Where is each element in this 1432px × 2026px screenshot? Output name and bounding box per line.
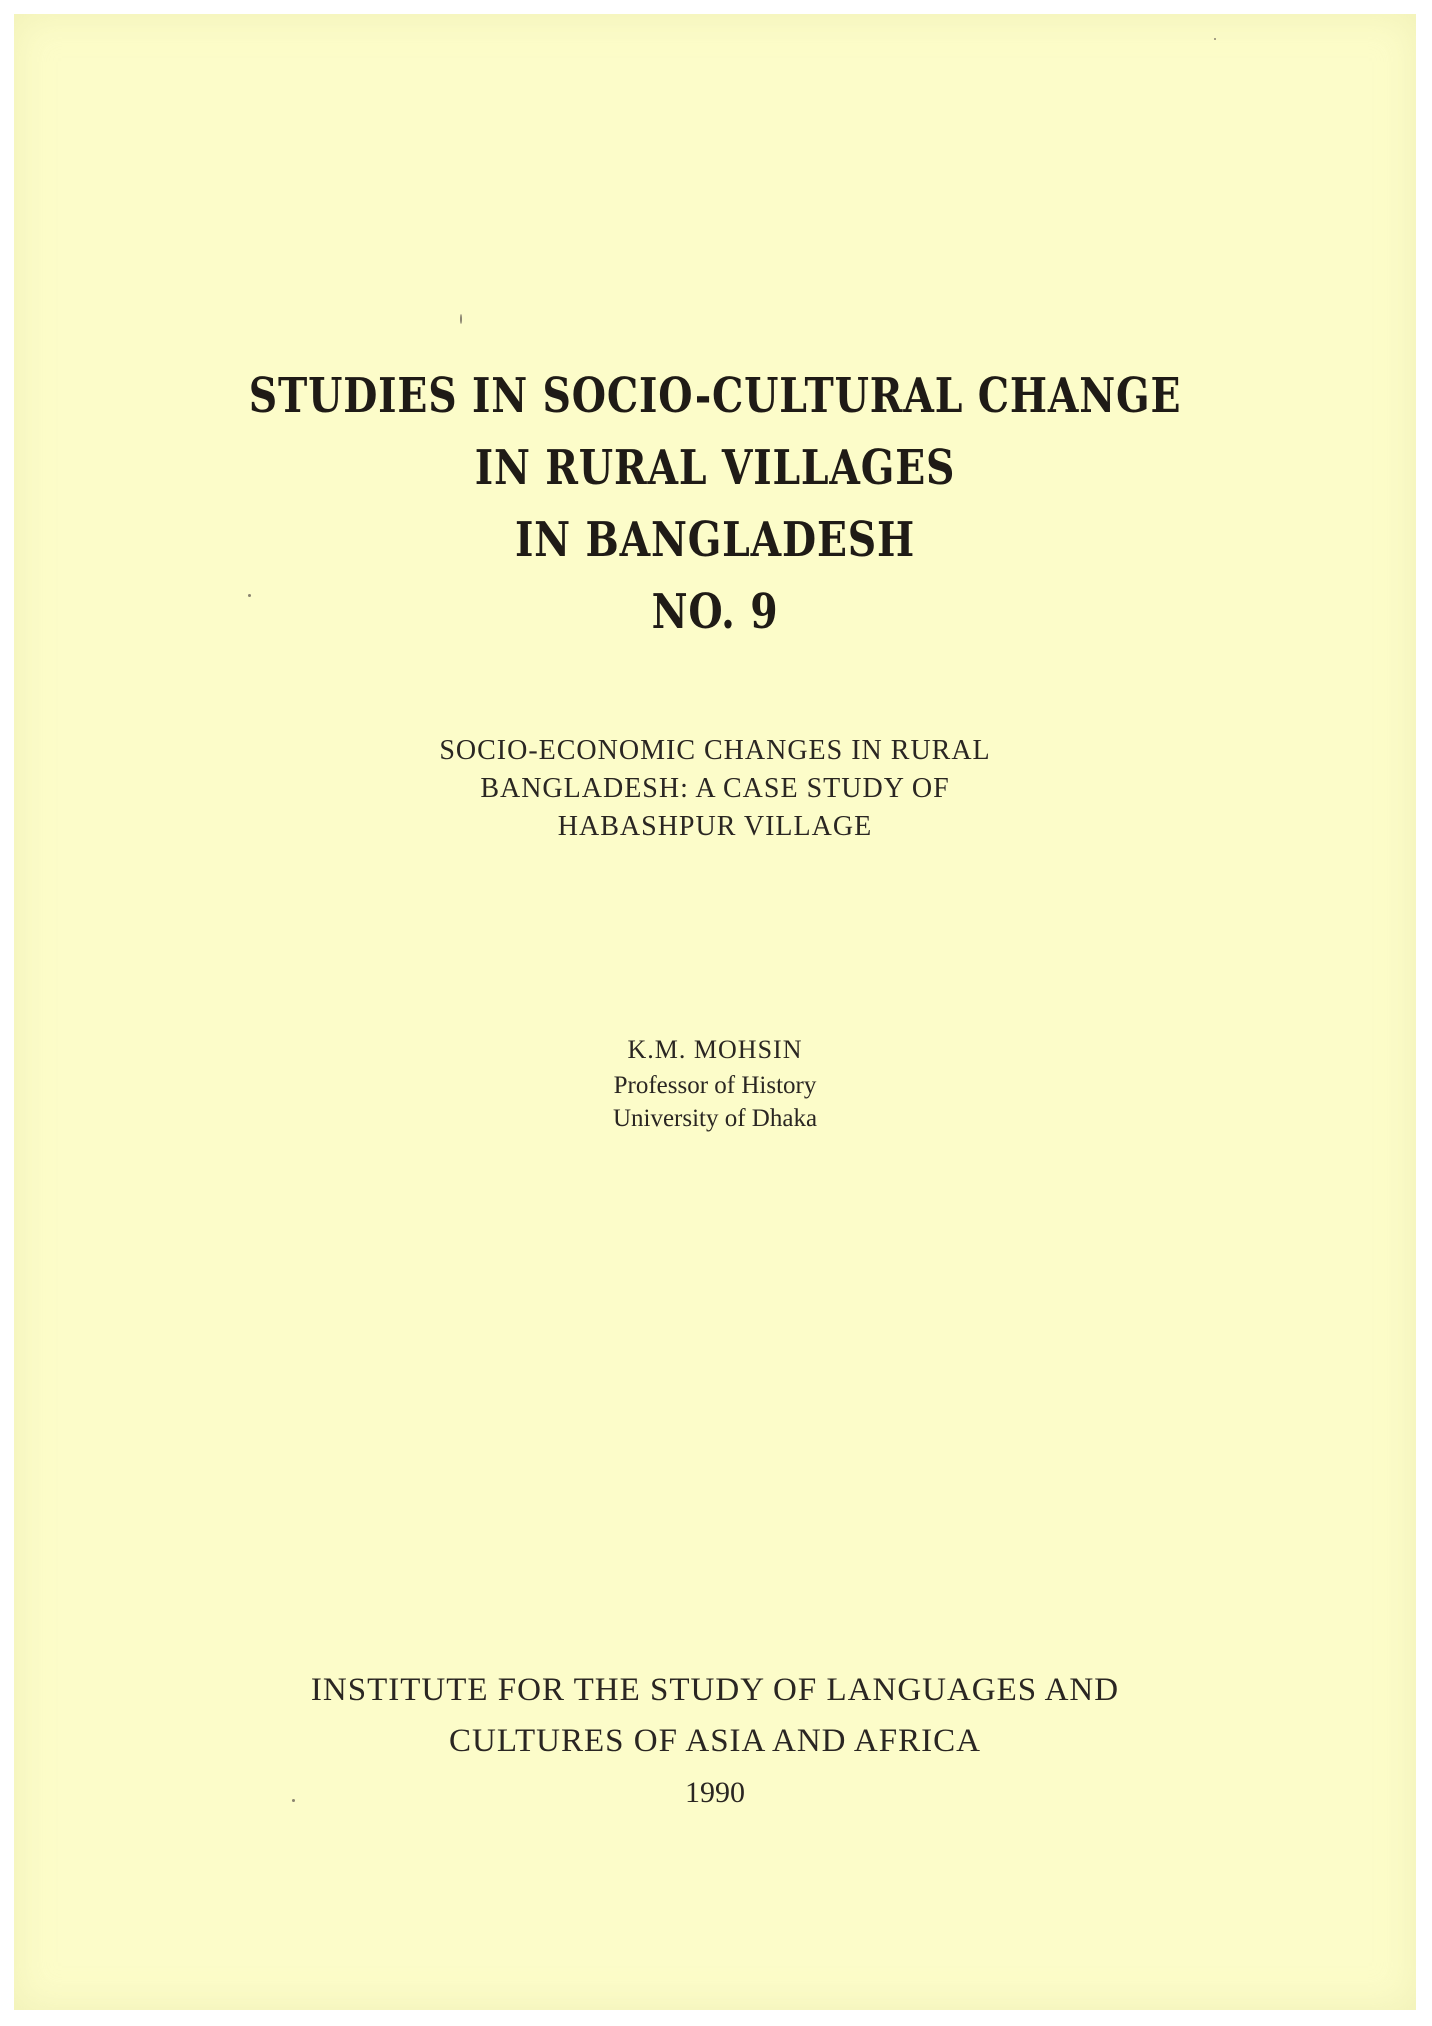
cover-page — [14, 14, 1416, 2010]
subtitle-line-3: HABASHPUR VILLAGE — [557, 811, 873, 842]
subtitle-line-2: BANGLADESH: A CASE STUDY OF — [480, 773, 950, 804]
scan-speck — [1214, 38, 1216, 40]
series-number: NO. 9 — [651, 584, 779, 640]
author-block — [14, 1031, 1416, 1135]
publisher-line-1: INSTITUTE FOR THE STUDY OF LANGUAGES AND — [310, 1672, 1120, 1708]
series-title-line-2: IN RURAL VILLAGES — [474, 440, 956, 496]
scan-speck — [460, 314, 462, 324]
series-title-line-3: IN BANGLADESH — [514, 512, 916, 568]
book-subtitle — [14, 732, 1416, 846]
author-position: Professor of History — [613, 1072, 817, 1099]
scan-speck — [248, 594, 251, 597]
publisher-block — [14, 1665, 1416, 1815]
subtitle-line-1: SOCIO-ECONOMIC CHANGES IN RURAL — [439, 735, 991, 766]
publication-year: 1990 — [685, 1776, 745, 1809]
series-title-line-1: STUDIES IN SOCIO-CULTURAL CHANGE — [248, 368, 1182, 424]
author-institution: University of Dhaka — [612, 1105, 818, 1132]
publisher-line-2: CULTURES OF ASIA AND AFRICA — [449, 1723, 981, 1759]
series-title — [140, 360, 1290, 648]
scan-speck — [292, 1799, 295, 1802]
author-name: K.M. MOHSIN — [627, 1035, 803, 1064]
